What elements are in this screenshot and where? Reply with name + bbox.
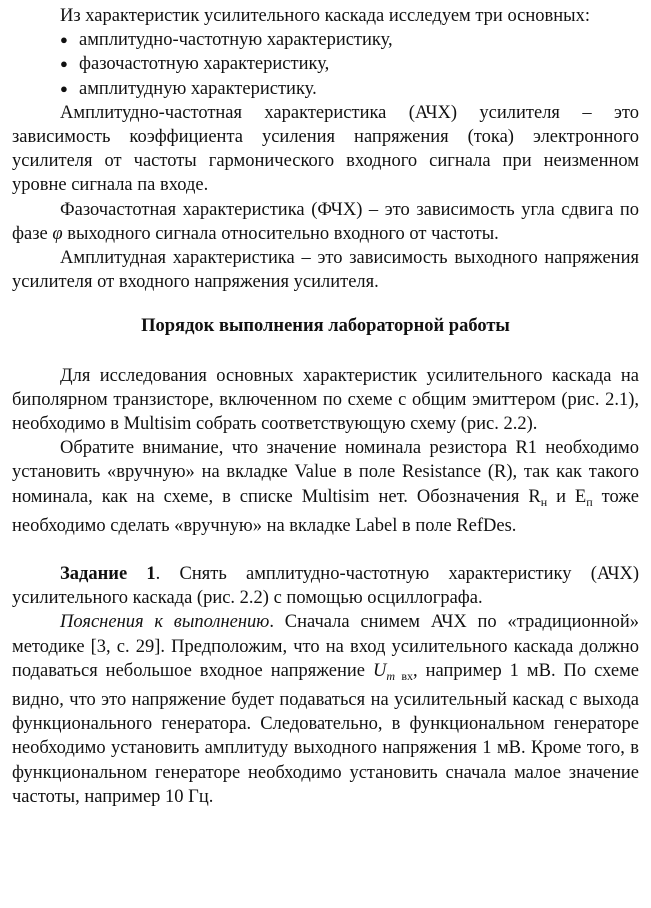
amplitude-definition: Амплитудная характеристика – это зависимость выходного напряжения усилителя от входного напряжения усилителя. — [12, 248, 639, 293]
input-voltage-symbol: $U_m$ — [372, 660, 396, 683]
list-item — [12, 28, 639, 52]
note-paragraph: Обратите внимание, что значение номинала резистора R1 необходимо установить «вручную» на вкладке Value в поле Resistance (R), так как такого номинала, как на схеме, в списке Multisim нет. Обозначения $R_н$ и $E_п$ тоже необходимо сделать «вручную» на вкладке Label в поле RefDes. — [12, 438, 639, 536]
document-page — [12, 4, 639, 809]
spacer — [12, 538, 639, 562]
bullet-icon: ● — [60, 32, 68, 48]
task-paragraph: Задание 1. Снять амплитудно-частотную характеристику (АЧХ) усилительного каскада (рис. 2.2) с помощью осциллографа. — [12, 564, 639, 609]
phi-symbol: φ — [52, 223, 63, 244]
list-item-text: амплитудную характеристику. — [79, 78, 317, 99]
section-heading: Порядок выполнения лабораторной работы — [141, 316, 510, 337]
task-label: Задание 1 — [60, 564, 156, 585]
bullet-icon: ● — [60, 56, 68, 72]
explanation-paragraph: Пояснения к выполнению. Сначала снимем АЧХ по «традиционной» методике [3, с. 29]. Предположим, что на вход усилительного каскада должно подаваться небольшое входное напряжение $U_m$ $_{вх}$, например 1 мВ. По схеме видно, что это напряжение будет подаваться на усилительный каскад с выхода функционального генератора. Следовательно, в функциональном генераторе необходимо установить амплитуду выходного напряжения 1 мВ. Кроме того, в функциональном генераторе необходимо установить сначала малое значение частоты, например 10 Гц. — [12, 612, 640, 807]
characteristics-list — [12, 28, 639, 101]
list-item-text: амплитудно-частотную характеристику, — [79, 30, 393, 51]
study-paragraph: Для исследования основных характеристик усилительного каскада на биполярном транзисторе, включенном по схеме с общим эмиттером (рис. 2.1), необходимо в Multisim собрать соответствующую схему (рис. 2.2). — [12, 365, 639, 435]
explanation-label: Пояснения к выполнению — [60, 612, 270, 633]
intro-paragraph: Из характеристик усилительного каскада исследуем три основных: — [60, 6, 590, 26]
list-item-text: фазочастотную характеристику, — [79, 54, 330, 75]
list-item — [12, 77, 639, 101]
fchx-definition: Фазочастотная характеристика (ФЧХ) – это зависимость угла сдвига по фазе φ выходного сигнала относительно входного от частоты. — [12, 199, 639, 244]
achx-definition: Амплитудно-частотная характеристика (АЧХ) усилителя – это зависимость коэффициента усиления напряжения (тока) электронного усилителя от частоты гармонического входного сигнала при неизменном уровне сигнала па входе. — [12, 102, 639, 196]
bullet-icon: ● — [60, 80, 68, 96]
list-item — [12, 52, 639, 76]
